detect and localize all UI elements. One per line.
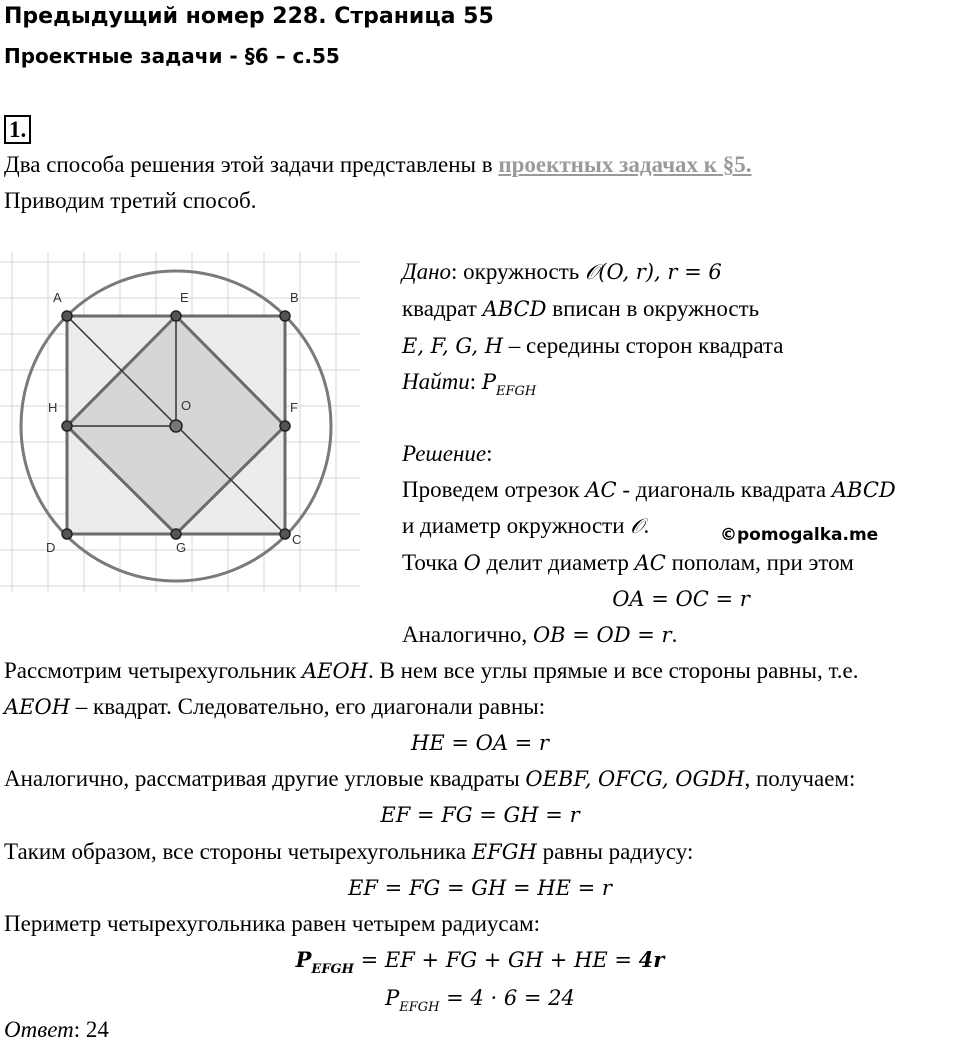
solution-line-2 <box>402 512 649 540</box>
given-line-1 <box>402 258 722 286</box>
point-a <box>62 311 72 321</box>
p1-math: AEOH <box>302 659 369 683</box>
given-line2-math: ABCD <box>482 297 547 321</box>
point-e <box>171 311 181 321</box>
s3-mid: делит диаметр <box>480 550 635 575</box>
s1-math2: ABCD <box>831 478 896 502</box>
intro-text: Два способа решения этой задачи представлены в <box>4 152 499 177</box>
point-c <box>280 529 290 539</box>
s3-post: пополам, при этом <box>665 550 854 575</box>
paragraph-4 <box>4 838 693 866</box>
equation-perimeter-value <box>0 984 960 1022</box>
s4-math: OB = OD = r <box>532 623 672 647</box>
label-g: G <box>176 540 187 555</box>
task-number: 1. <box>4 115 31 144</box>
p1-pre: Рассмотрим четырехугольник <box>4 658 302 683</box>
label-e: E <box>180 290 189 305</box>
point-d <box>62 529 72 539</box>
s1-math: AC <box>585 478 617 502</box>
solution-line-4 <box>402 621 677 649</box>
paragraph-5: Периметр четырехугольника равен четырем радиусам: <box>4 911 541 936</box>
equation-perimeter <box>0 946 960 984</box>
section-subtitle: Проектные задачи - §6 – с.55 <box>4 44 340 68</box>
equation-all-sides: EF = FG = GH = HE = r <box>348 876 612 900</box>
s2-pre: и диаметр окружности <box>402 513 631 538</box>
eq6-rest: = 4 · 6 = 24 <box>439 986 575 1010</box>
label-d: D <box>46 540 56 555</box>
equation-oa-oc: OA = OC = r <box>612 587 750 611</box>
intro-line-1 <box>4 151 752 179</box>
label-h: H <box>48 400 58 415</box>
s4-pre: Аналогично, <box>402 622 533 647</box>
p3-math: OEBF, OFCG, OGDH <box>525 767 745 791</box>
eq5-p: P <box>295 947 312 972</box>
s3-pre: Точка <box>402 550 464 575</box>
watermark: ©pomogalka.me <box>720 525 879 545</box>
task-number-box <box>4 116 31 144</box>
p2-math: AEOH <box>4 695 71 719</box>
answer-label: Ответ <box>4 1017 74 1042</box>
given-line-3 <box>402 332 783 360</box>
label-c: C <box>292 532 302 547</box>
intro-line-2: Приводим третий способ. <box>4 188 257 213</box>
point-g <box>171 529 181 539</box>
page-title: Предыдущий номер 228. Страница 55 <box>4 4 494 29</box>
eq5-end: 4r <box>638 947 665 972</box>
intro-link[interactable]: проектных задачах к §5. <box>498 152 752 177</box>
solution-label: Решение <box>402 441 487 466</box>
solution-line-3 <box>402 549 854 577</box>
solution-line-1 <box>402 476 896 504</box>
point-o <box>170 420 182 432</box>
p4-math: EFGH <box>471 840 537 864</box>
solution-heading <box>402 440 493 468</box>
solution-colon: : <box>486 441 493 466</box>
p1-post: . В нем все углы прямые и все стороны равны, т.е. <box>368 658 859 683</box>
point-b <box>280 311 290 321</box>
eq5-mid: = EF + FG + GH + HE = <box>353 948 639 972</box>
p3-post: , получаем: <box>744 766 856 791</box>
given-line3-math: E, F, G, H <box>402 334 504 358</box>
find-line <box>402 368 536 406</box>
geometry-figure <box>0 252 370 592</box>
given-line2-post: вписан в окружность <box>546 296 760 321</box>
point-f <box>280 421 290 431</box>
find-sub: EFGH <box>496 384 537 399</box>
s1-mid: - диагональ квадрата <box>616 477 832 502</box>
equation-ef-fg-gh: EF = FG = GH = r <box>380 803 580 827</box>
eq5-sub: EFGH <box>311 962 354 977</box>
given-text: : окружность <box>451 259 586 284</box>
p4-post: равны радиусу: <box>536 839 694 864</box>
s3-math: O <box>463 551 481 575</box>
answer-line <box>4 1016 109 1044</box>
paragraph-2 <box>4 693 545 721</box>
p4-pre: Таким образом, все стороны четырехугольника <box>4 839 472 864</box>
given-circle-math: 𝒪(O, r), r = 6 <box>585 260 722 284</box>
given-line3-post: – середины сторон квадрата <box>503 333 784 358</box>
s2-post: . <box>643 513 650 538</box>
find-label: Найти <box>402 369 470 394</box>
paragraph-1 <box>4 657 858 685</box>
label-a: A <box>53 290 62 305</box>
given-label: Дано <box>402 259 452 284</box>
answer-value: : 24 <box>73 1017 109 1042</box>
given-line2-pre: квадрат <box>402 296 483 321</box>
eq6-sub: EFGH <box>399 1000 440 1015</box>
s1-pre: Проведем отрезок <box>402 477 586 502</box>
p3-pre: Аналогично, рассматривая другие угловые квадраты <box>4 766 526 791</box>
find-sep: : <box>469 369 482 394</box>
s3-math2: AC <box>634 551 666 575</box>
find-p: P <box>481 370 497 394</box>
label-f: F <box>290 400 298 415</box>
s2-math: 𝒪 <box>630 514 644 538</box>
p2-post: – квадрат. Следовательно, его диагонали равны: <box>70 694 546 719</box>
s4-post: . <box>671 622 678 647</box>
point-h <box>62 421 72 431</box>
label-o: O <box>181 398 192 413</box>
given-line-2 <box>402 295 759 323</box>
paragraph-3 <box>4 765 855 793</box>
eq6-p: P <box>385 986 400 1010</box>
label-b: B <box>290 290 299 305</box>
equation-he: HE = OA = r <box>411 731 549 755</box>
